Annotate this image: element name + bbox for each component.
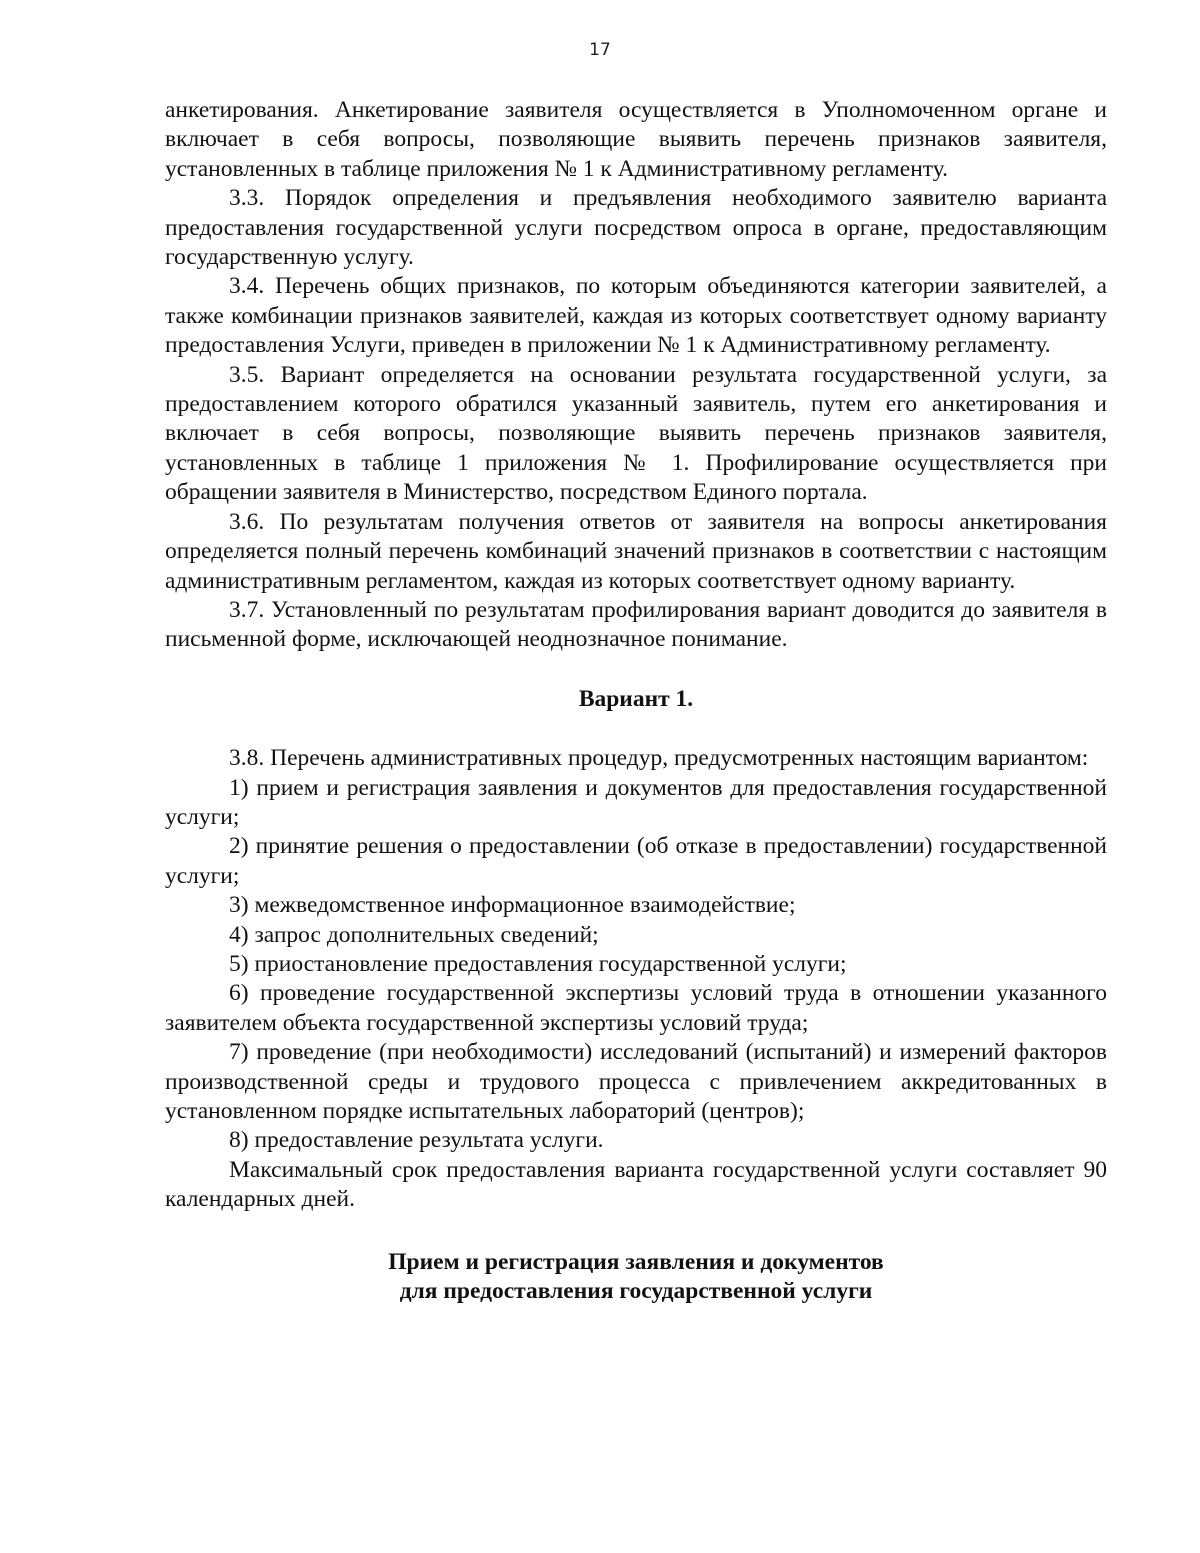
spacer [165,714,1107,744]
heading-section [165,1248,1107,1307]
list-item-6: 6) проведение государственной экспертизы условий труда в отношении указанного заявителем объекта государственной экспертизы условий труда; [165,980,1107,1036]
paragraph-3-6: 3.6. По результатам получения ответов от заявителя на вопросы анкетирования определяется полный перечень комбинаций значений признаков в соответствии с настоящим административным регламентом, каждая из которых соответствует одному варианту. [165,508,1107,594]
paragraph-continuation: анкетирования. Анкетирование заявителя осуществляется в Уполномоченном органе и включает в себя вопросы, позволяющие выявить перечень признаков заявителя, установленных в таблице приложения № 1 к Административному регламенту. [165,97,1107,182]
list-item-3: 3) межведомственное информационное взаимодействие; [229,892,796,919]
paragraph-3-5: 3.5. Вариант определяется на основании результата государственной услуги, за предоставлением которого обратился указанный заявитель, путем его анкетирования и включает в себя вопросы, позволяющие выявить перечень признаков заявителя, установленных в таблице 1 приложения № 1. Профилирование осуществляется при обращении заявителя в Министерство, посредством Единого портала. [165,361,1107,506]
heading-section-line-2: для предоставления государственной услуги [399,1278,873,1305]
paragraph-3-8: 3.8. Перечень административных процедур, предусмотренных настоящим вариантом: [229,745,1089,772]
paragraph-3-7: 3.7. Установленный по результатам профилирования вариант доводится до заявителя в письменной форме, исключающей неоднозначное понимание. [165,596,1107,653]
list-item-1: 1) прием и регистрация заявления и документов для предоставления государственной услуги; [165,774,1107,830]
paragraph-3-4: 3.4. Перечень общих признаков, по которым объединяются категории заявителей, а также комбинации признаков заявителей, каждая из которых соответствует одному варианту предоставления Услуги, приведен в приложении № 1 к Административному регламенту. [165,273,1107,359]
spacer [165,655,1107,685]
list-item-5: 5) приостановление предоставления государственной услуги; [229,950,847,977]
heading-variant: Вариант 1. [578,685,694,712]
spacer [165,1215,1107,1248]
paragraph-max-term: Максимальный срок предоставления варианта государственной услуги составляет 90 календарных дней. [165,1156,1107,1213]
list-item-8: 8) предоставление результата услуги. [229,1127,604,1154]
paragraph-3-3: 3.3. Порядок определения и предъявления необходимого заявителю варианта предоставления государственной услуги посредством опроса в органе, предоставляющим государственную услугу. [165,185,1107,271]
document-body [165,96,1107,1306]
heading-section-line-1: Прием и регистрация заявления и документов [388,1248,884,1275]
list-item-4: 4) запрос дополнительных сведений; [229,921,599,948]
list-item-2: 2) принятие решения о предоставлении (об отказе в предоставлении) государственной услуги; [165,833,1107,889]
page-number: 17 [589,40,611,60]
list-item-7: 7) проведение (при необходимости) исследований (испытаний) и измерений факторов производственной среды и трудового процесса с привлечением аккредитованных в установленном порядке испытательных лабораторий (центров); [165,1039,1107,1124]
